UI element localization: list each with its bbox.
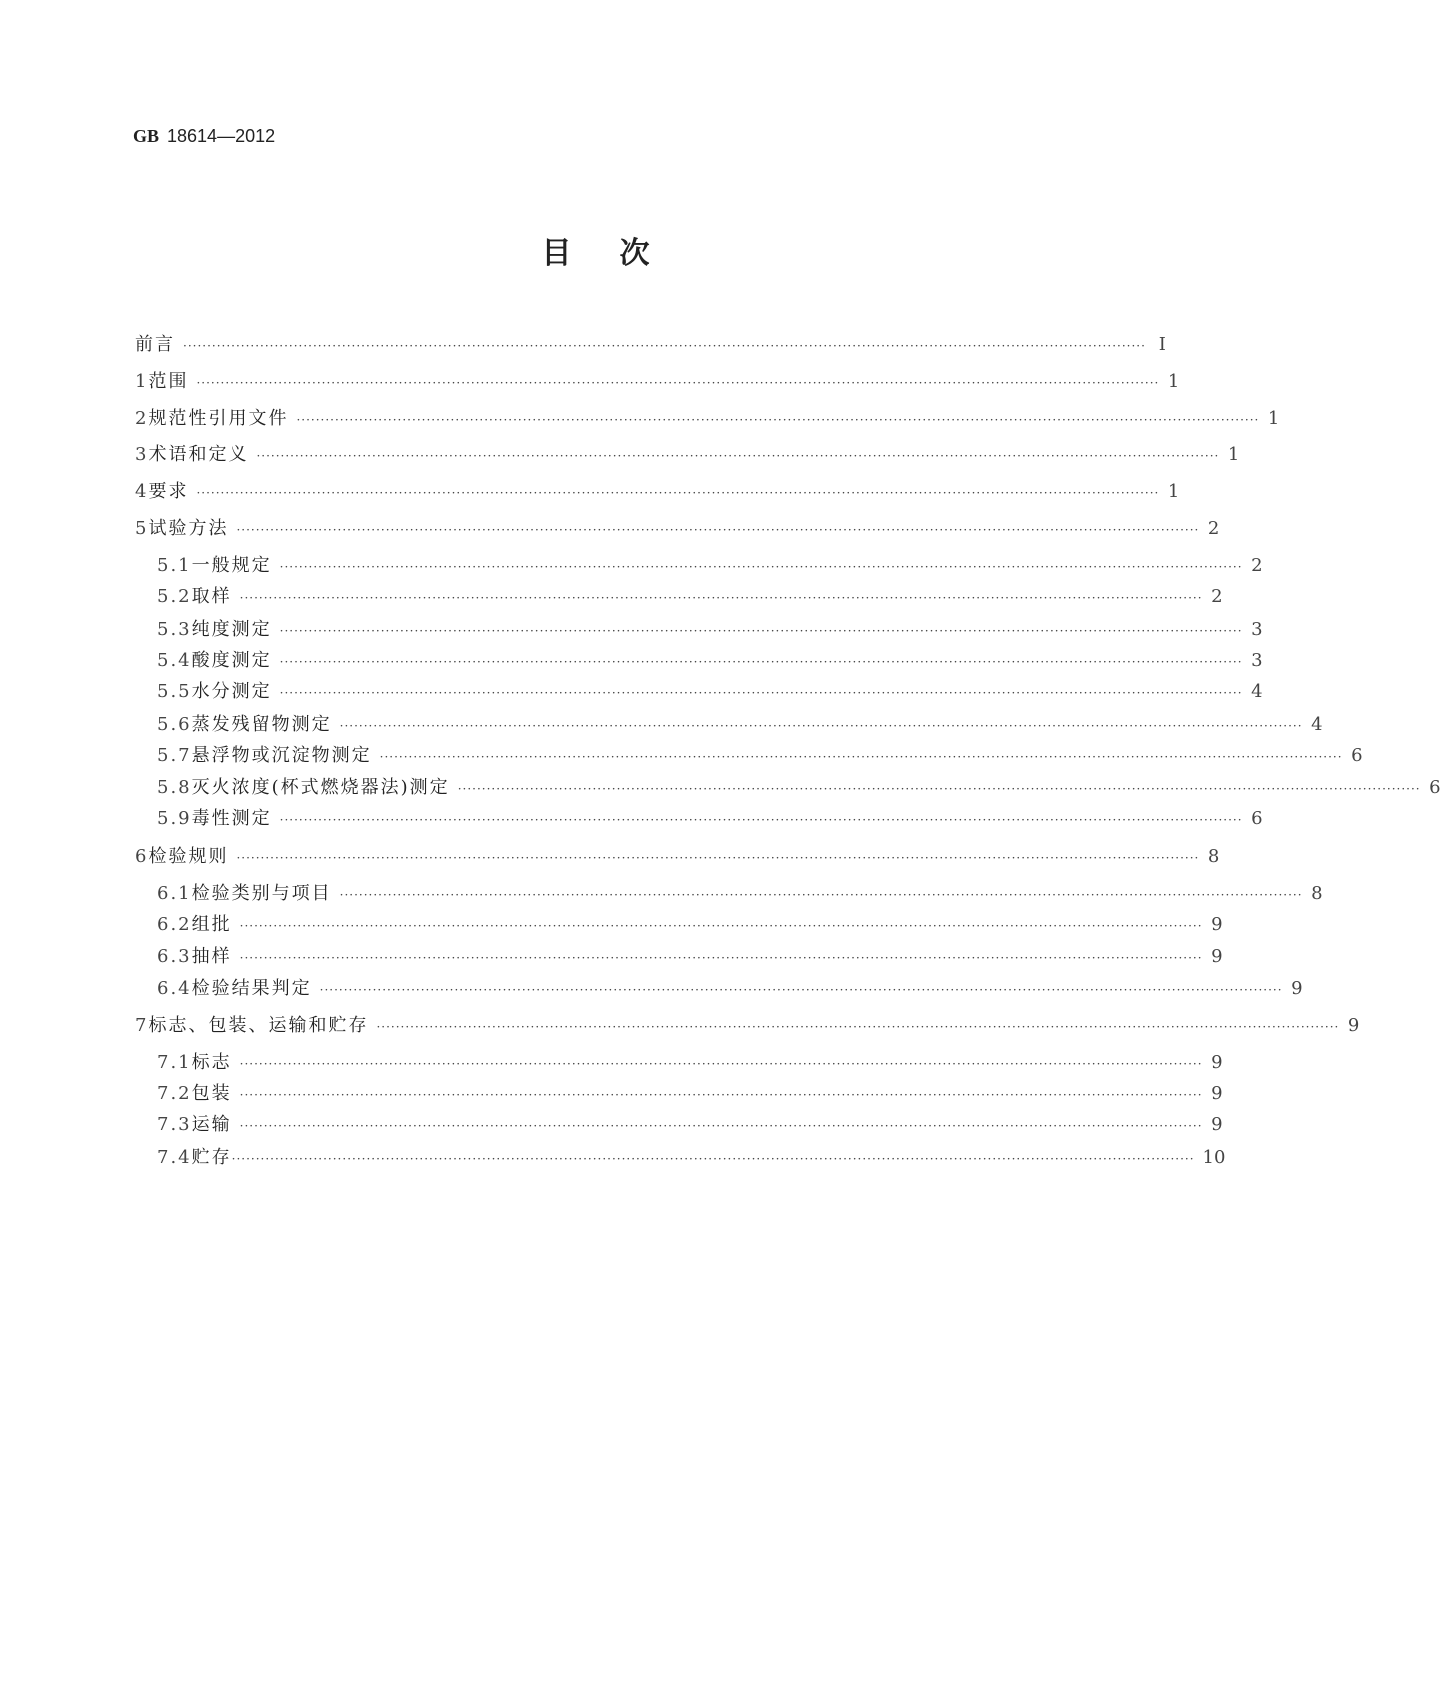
- toc-entry[interactable]: [157, 1110, 1223, 1135]
- toc-entry-number: 6.2: [157, 914, 192, 935]
- leader-dots: ········································································································································································································: [279, 686, 1243, 700]
- leader-dots: ········································································································································································································: [239, 1057, 1203, 1071]
- toc-entry-number: 1: [135, 371, 149, 392]
- leader-dots: ········································································································································································································: [339, 888, 1303, 902]
- toc-entry-label: 范围: [148, 371, 189, 392]
- toc-entry-page: Ⅰ: [1158, 334, 1166, 355]
- toc-entry[interactable]: [135, 404, 1280, 429]
- toc-entry-number: 7.4: [157, 1147, 192, 1168]
- toc-entry-number: 7.2: [157, 1083, 192, 1104]
- toc-entry-number: 5.7: [157, 745, 192, 766]
- toc-entry-page: 3: [1251, 619, 1263, 640]
- leader-dots: ········································································································································································································: [239, 1119, 1203, 1133]
- toc-entry-label: 标志、包装、运输和贮存: [148, 1015, 369, 1036]
- toc-entry-label: 毒性测定: [191, 808, 272, 829]
- toc-entry[interactable]: [157, 615, 1263, 640]
- leader-dots: ········································································································································································································: [339, 719, 1303, 733]
- toc-entry-label: 灭火浓度(杯式燃烧器法)测定: [191, 777, 450, 798]
- toc-entry-page: 3: [1251, 650, 1263, 671]
- leader-dots: ········································································································································································································: [239, 951, 1203, 965]
- toc-entry-number: 3: [135, 444, 149, 465]
- toc-entry[interactable]: [157, 710, 1323, 735]
- leader-dots: ········································································································································································································: [239, 1088, 1203, 1102]
- toc-entry-label: 组批: [191, 914, 232, 935]
- toc-entry-page: 9: [1211, 1083, 1223, 1104]
- toc-entry-page: 4: [1251, 681, 1263, 702]
- toc-entry[interactable]: [157, 551, 1263, 576]
- leader-dots: ········································································································································································································: [196, 486, 1160, 500]
- toc-entry-number: 6.1: [157, 883, 192, 904]
- leader-dots: ········································································································································································································: [319, 983, 1283, 997]
- toc-entry-label: 检验结果判定: [191, 978, 312, 999]
- toc-entry-page: 1: [1267, 408, 1280, 429]
- toc-entry[interactable]: [157, 1048, 1223, 1073]
- toc-entry-page: 10: [1202, 1147, 1226, 1168]
- leader-dots: ········································································································································································································: [239, 919, 1203, 933]
- toc-entry[interactable]: [135, 330, 1166, 355]
- toc-entry-page: 4: [1311, 714, 1323, 735]
- leader-dots: ········································································································································································································: [279, 560, 1243, 574]
- toc-entry-page: 1: [1227, 444, 1240, 465]
- toc-entry-label: 检验类别与项目: [191, 883, 332, 904]
- leader-dots: ········································································································································································································: [256, 449, 1220, 463]
- toc-entry-number: 5: [135, 518, 149, 539]
- toc-entry-page: 9: [1347, 1015, 1360, 1036]
- toc-entry[interactable]: [157, 1143, 1226, 1168]
- toc-entry-page: 2: [1211, 586, 1223, 607]
- toc-entry[interactable]: [157, 879, 1323, 904]
- leader-dots: ········································································································································································································: [239, 591, 1203, 605]
- toc-entry[interactable]: [157, 773, 1441, 798]
- leader-dots: ········································································································································································································: [236, 523, 1200, 537]
- toc-entry-page: 6: [1251, 808, 1263, 829]
- toc-entry-number: 5.8: [157, 777, 192, 798]
- toc-entry-label: 运输: [191, 1114, 232, 1135]
- toc-entry[interactable]: [157, 974, 1303, 999]
- leader-dots: ········································································································································································································: [236, 851, 1200, 865]
- toc-entry[interactable]: [135, 1011, 1360, 1036]
- toc-entry-number: 5.3: [157, 619, 192, 640]
- toc-entry[interactable]: [135, 842, 1220, 867]
- toc-entry-page: 9: [1291, 978, 1303, 999]
- leader-dots: ········································································································································································································: [296, 413, 1260, 427]
- leader-dots: ········································································································································································································: [279, 624, 1243, 638]
- toc-entry[interactable]: [135, 367, 1180, 392]
- toc-entry-label: 一般规定: [191, 555, 272, 576]
- toc-entry-number: 5.5: [157, 681, 192, 702]
- toc-entry-page: 8: [1311, 883, 1323, 904]
- toc-entry-label: 水分测定: [191, 681, 272, 702]
- standard-code-header: [133, 126, 275, 147]
- toc-entry-number: 6: [135, 846, 149, 867]
- toc-entry-label: 标志: [191, 1052, 232, 1073]
- toc-entry-number: 2: [135, 408, 149, 429]
- toc-entry[interactable]: [135, 440, 1240, 465]
- toc-entry-number: 5.4: [157, 650, 192, 671]
- toc-entry-label: 贮存: [191, 1147, 232, 1168]
- toc-entry-number: 6.3: [157, 946, 192, 967]
- leader-dots: ········································································································································································································: [457, 782, 1421, 796]
- toc-entry-page: 6: [1351, 745, 1363, 766]
- page-title: 目次: [541, 236, 698, 271]
- toc-entry-number: 7.3: [157, 1114, 192, 1135]
- leader-dots: ········································································································································································································: [231, 1152, 1195, 1166]
- toc-entry-label: 规范性引用文件: [148, 408, 289, 429]
- leader-dots: ········································································································································································································: [279, 813, 1243, 827]
- toc-entry-page: 2: [1207, 518, 1220, 539]
- toc-entry[interactable]: [157, 942, 1223, 967]
- leader-dots: ········································································································································································································: [279, 655, 1243, 669]
- toc-entry-number: 4: [135, 481, 149, 502]
- toc-entry-page: 9: [1211, 946, 1223, 967]
- toc-entry[interactable]: [157, 1079, 1223, 1104]
- standard-number: 18614—2012: [167, 126, 276, 146]
- toc-entry-label: 术语和定义: [148, 444, 249, 465]
- leader-dots: ········································································································································································································: [183, 339, 1146, 353]
- toc-entry-label: 检验规则: [148, 846, 229, 867]
- toc-entry-page: 2: [1251, 555, 1263, 576]
- toc-entry-page: 9: [1211, 1052, 1223, 1073]
- toc-entry[interactable]: [157, 582, 1223, 607]
- toc-entry-label: 前言: [135, 334, 175, 355]
- toc-entry-label: 包装: [191, 1083, 232, 1104]
- toc-entry-label: 试验方法: [148, 518, 229, 539]
- toc-entry-page: 1: [1167, 481, 1180, 502]
- toc-entry-page: 9: [1211, 914, 1223, 935]
- toc-entry-page: 6: [1429, 777, 1441, 798]
- toc-entry[interactable]: [157, 646, 1263, 671]
- toc-entry-number: 7.1: [157, 1052, 192, 1073]
- leader-dots: ········································································································································································································: [376, 1020, 1340, 1034]
- toc-entry-number: 6.4: [157, 978, 192, 999]
- toc-entry-number: 5.6: [157, 714, 192, 735]
- toc-entry-number: 5.2: [157, 586, 192, 607]
- toc-entry-number: 7: [135, 1015, 149, 1036]
- toc-entry[interactable]: [157, 741, 1363, 766]
- toc-entry-number: 5.9: [157, 808, 192, 829]
- toc-entry-label: 要求: [148, 481, 189, 502]
- toc-entry[interactable]: [157, 677, 1263, 702]
- toc-entry-page: 9: [1211, 1114, 1223, 1135]
- toc-entry-label: 纯度测定: [191, 619, 272, 640]
- toc-entry-label: 悬浮物或沉淀物测定: [191, 745, 372, 766]
- toc-entry-page: 8: [1207, 846, 1220, 867]
- toc-entry-label: 酸度测定: [191, 650, 272, 671]
- toc-entry[interactable]: [157, 804, 1263, 829]
- toc-entry-page: 1: [1167, 371, 1180, 392]
- toc-entry-label: 取样: [191, 586, 232, 607]
- standard-prefix: GB: [133, 126, 160, 146]
- toc-entry[interactable]: [135, 477, 1180, 502]
- toc-entry[interactable]: [135, 514, 1220, 539]
- leader-dots: ········································································································································································································: [379, 750, 1343, 764]
- leader-dots: ········································································································································································································: [196, 376, 1160, 390]
- toc-entry-number: 5.1: [157, 555, 192, 576]
- toc-entry-label: 蒸发残留物测定: [191, 714, 332, 735]
- toc-entry[interactable]: [157, 910, 1223, 935]
- toc-entry-label: 抽样: [191, 946, 232, 967]
